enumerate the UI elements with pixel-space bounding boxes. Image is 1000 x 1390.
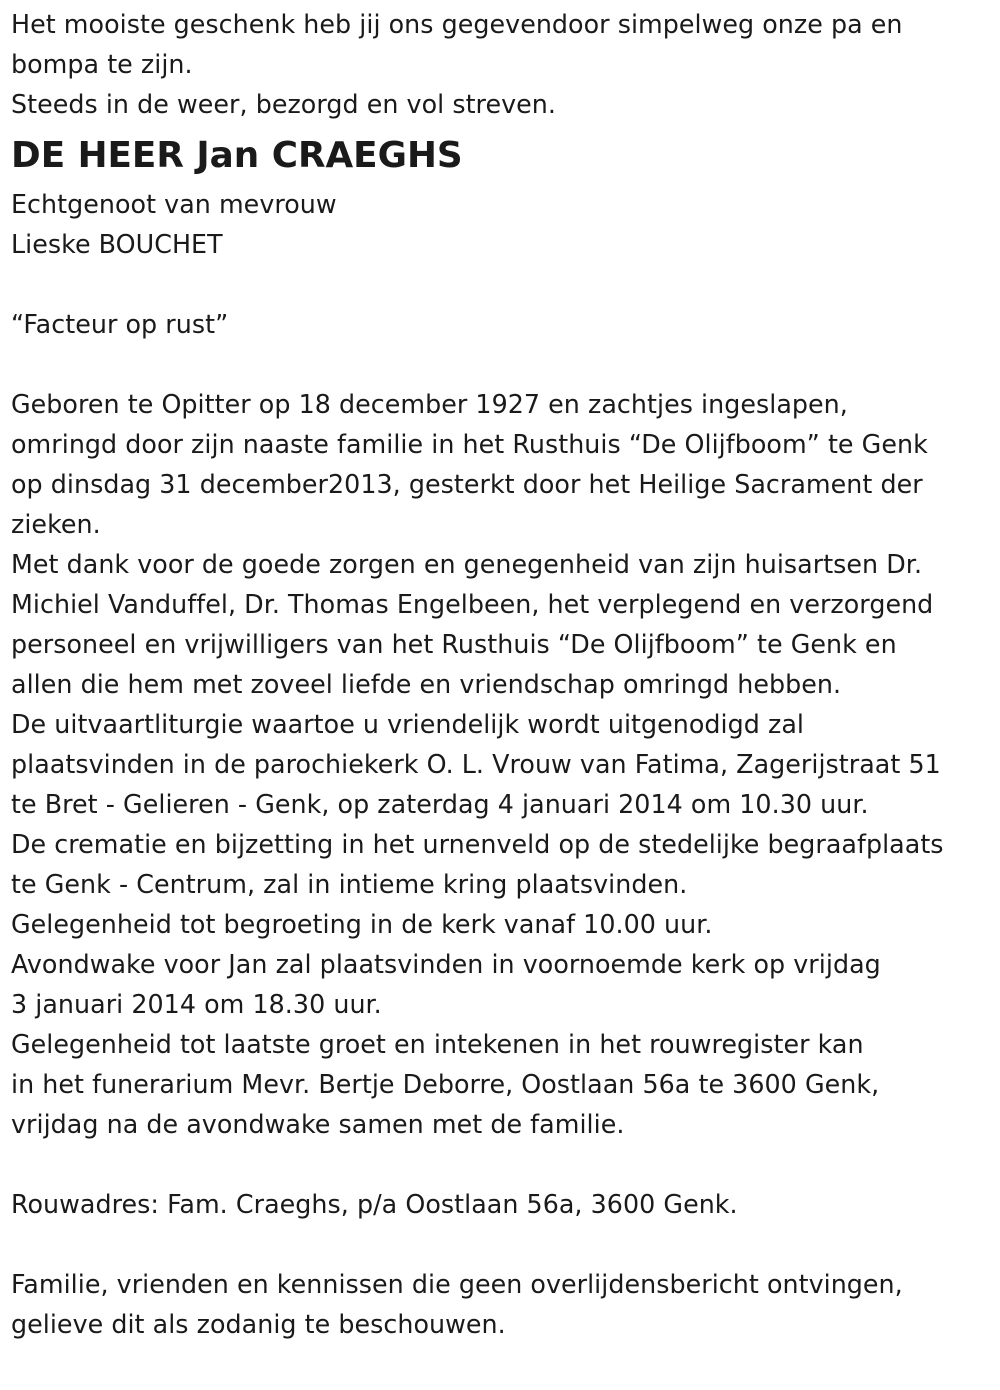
body-line: De crematie en bijzetting in het urnenveld op de stedelijke begraafplaats [11,829,944,859]
body-line: De uitvaartliturgie waartoe u vriendelijk wordt uitgenodigd zal [11,709,804,739]
body-line: op dinsdag 31 december2013, gesterkt door het Heilige Sacrament der [11,469,923,499]
body-line: plaatsvinden in de parochiekerk O. L. Vrouw van Fatima, Zagerijstraat 51 [11,749,941,779]
closing-line-1: Familie, vrienden en kennissen die geen overlijdensbericht ontvingen, [11,1269,903,1299]
body-line: allen die hem met zoveel liefde en vriendschap omringd hebben. [11,669,842,699]
body-text [11,384,1000,1144]
body-line: omringd door zijn naaste familie in het Rusthuis “De Olijfboom” te Genk [11,429,928,459]
spouse-line-1: Echtgenoot van mevrouw [11,189,337,219]
spacer [11,344,1000,384]
nickname: “Facteur op rust” [11,309,229,339]
mourning-address: Rouwadres: Fam. Craeghs, p/a Oostlaan 56a, 3600 Genk. [11,1189,738,1219]
opening-line-1: Het mooiste geschenk heb jij ons gegevendoor simpelweg onze pa en [11,9,903,39]
body-line: Michiel Vanduffel, Dr. Thomas Engelbeen, het verplegend en verzorgend [11,589,934,619]
body-line: Avondwake voor Jan zal plaatsvinden in voornoemde kerk op vrijdag [11,949,881,979]
opening-line-2: bompa te zijn. [11,49,193,79]
body-line: Gelegenheid tot begroeting in de kerk vanaf 10.00 uur. [11,909,713,939]
body-line: Met dank voor de goede zorgen en genegenheid van zijn huisartsen Dr. [11,549,923,579]
opening-verse [11,4,1000,124]
opening-line-3: Steeds in de weer, bezorgd en vol streven. [11,89,556,119]
spouse-line-2: Lieske BOUCHET [11,229,223,259]
body-line: in het funerarium Mevr. Bertje Deborre, Oostlaan 56a te 3600 Genk, [11,1069,880,1099]
body-line: Geboren te Opitter op 18 december 1927 en zachtjes ingeslapen, [11,389,848,419]
closing-line-2: gelieve dit als zodanig te beschouwen. [11,1309,506,1339]
body-line: vrijdag na de avondwake samen met de familie. [11,1109,625,1139]
body-line: zieken. [11,509,101,539]
body-line: te Genk - Centrum, zal in intieme kring plaatsvinden. [11,869,688,899]
body-line: 3 januari 2014 om 18.30 uur. [11,989,382,1019]
body-line: te Bret - Gelieren - Genk, op zaterdag 4 januari 2014 om 10.30 uur. [11,789,869,819]
spacer [11,1224,1000,1264]
deceased-block [11,128,1000,264]
closing-note [11,1264,1000,1344]
body-line: Gelegenheid tot laatste groet en intekenen in het rouwregister kan [11,1029,864,1059]
spacer [11,1144,1000,1184]
deceased-name: DE HEER Jan CRAEGHS [11,135,463,176]
body-line: personeel en vrijwilligers van het Rusthuis “De Olijfboom” te Genk en [11,629,897,659]
spacer [11,264,1000,304]
